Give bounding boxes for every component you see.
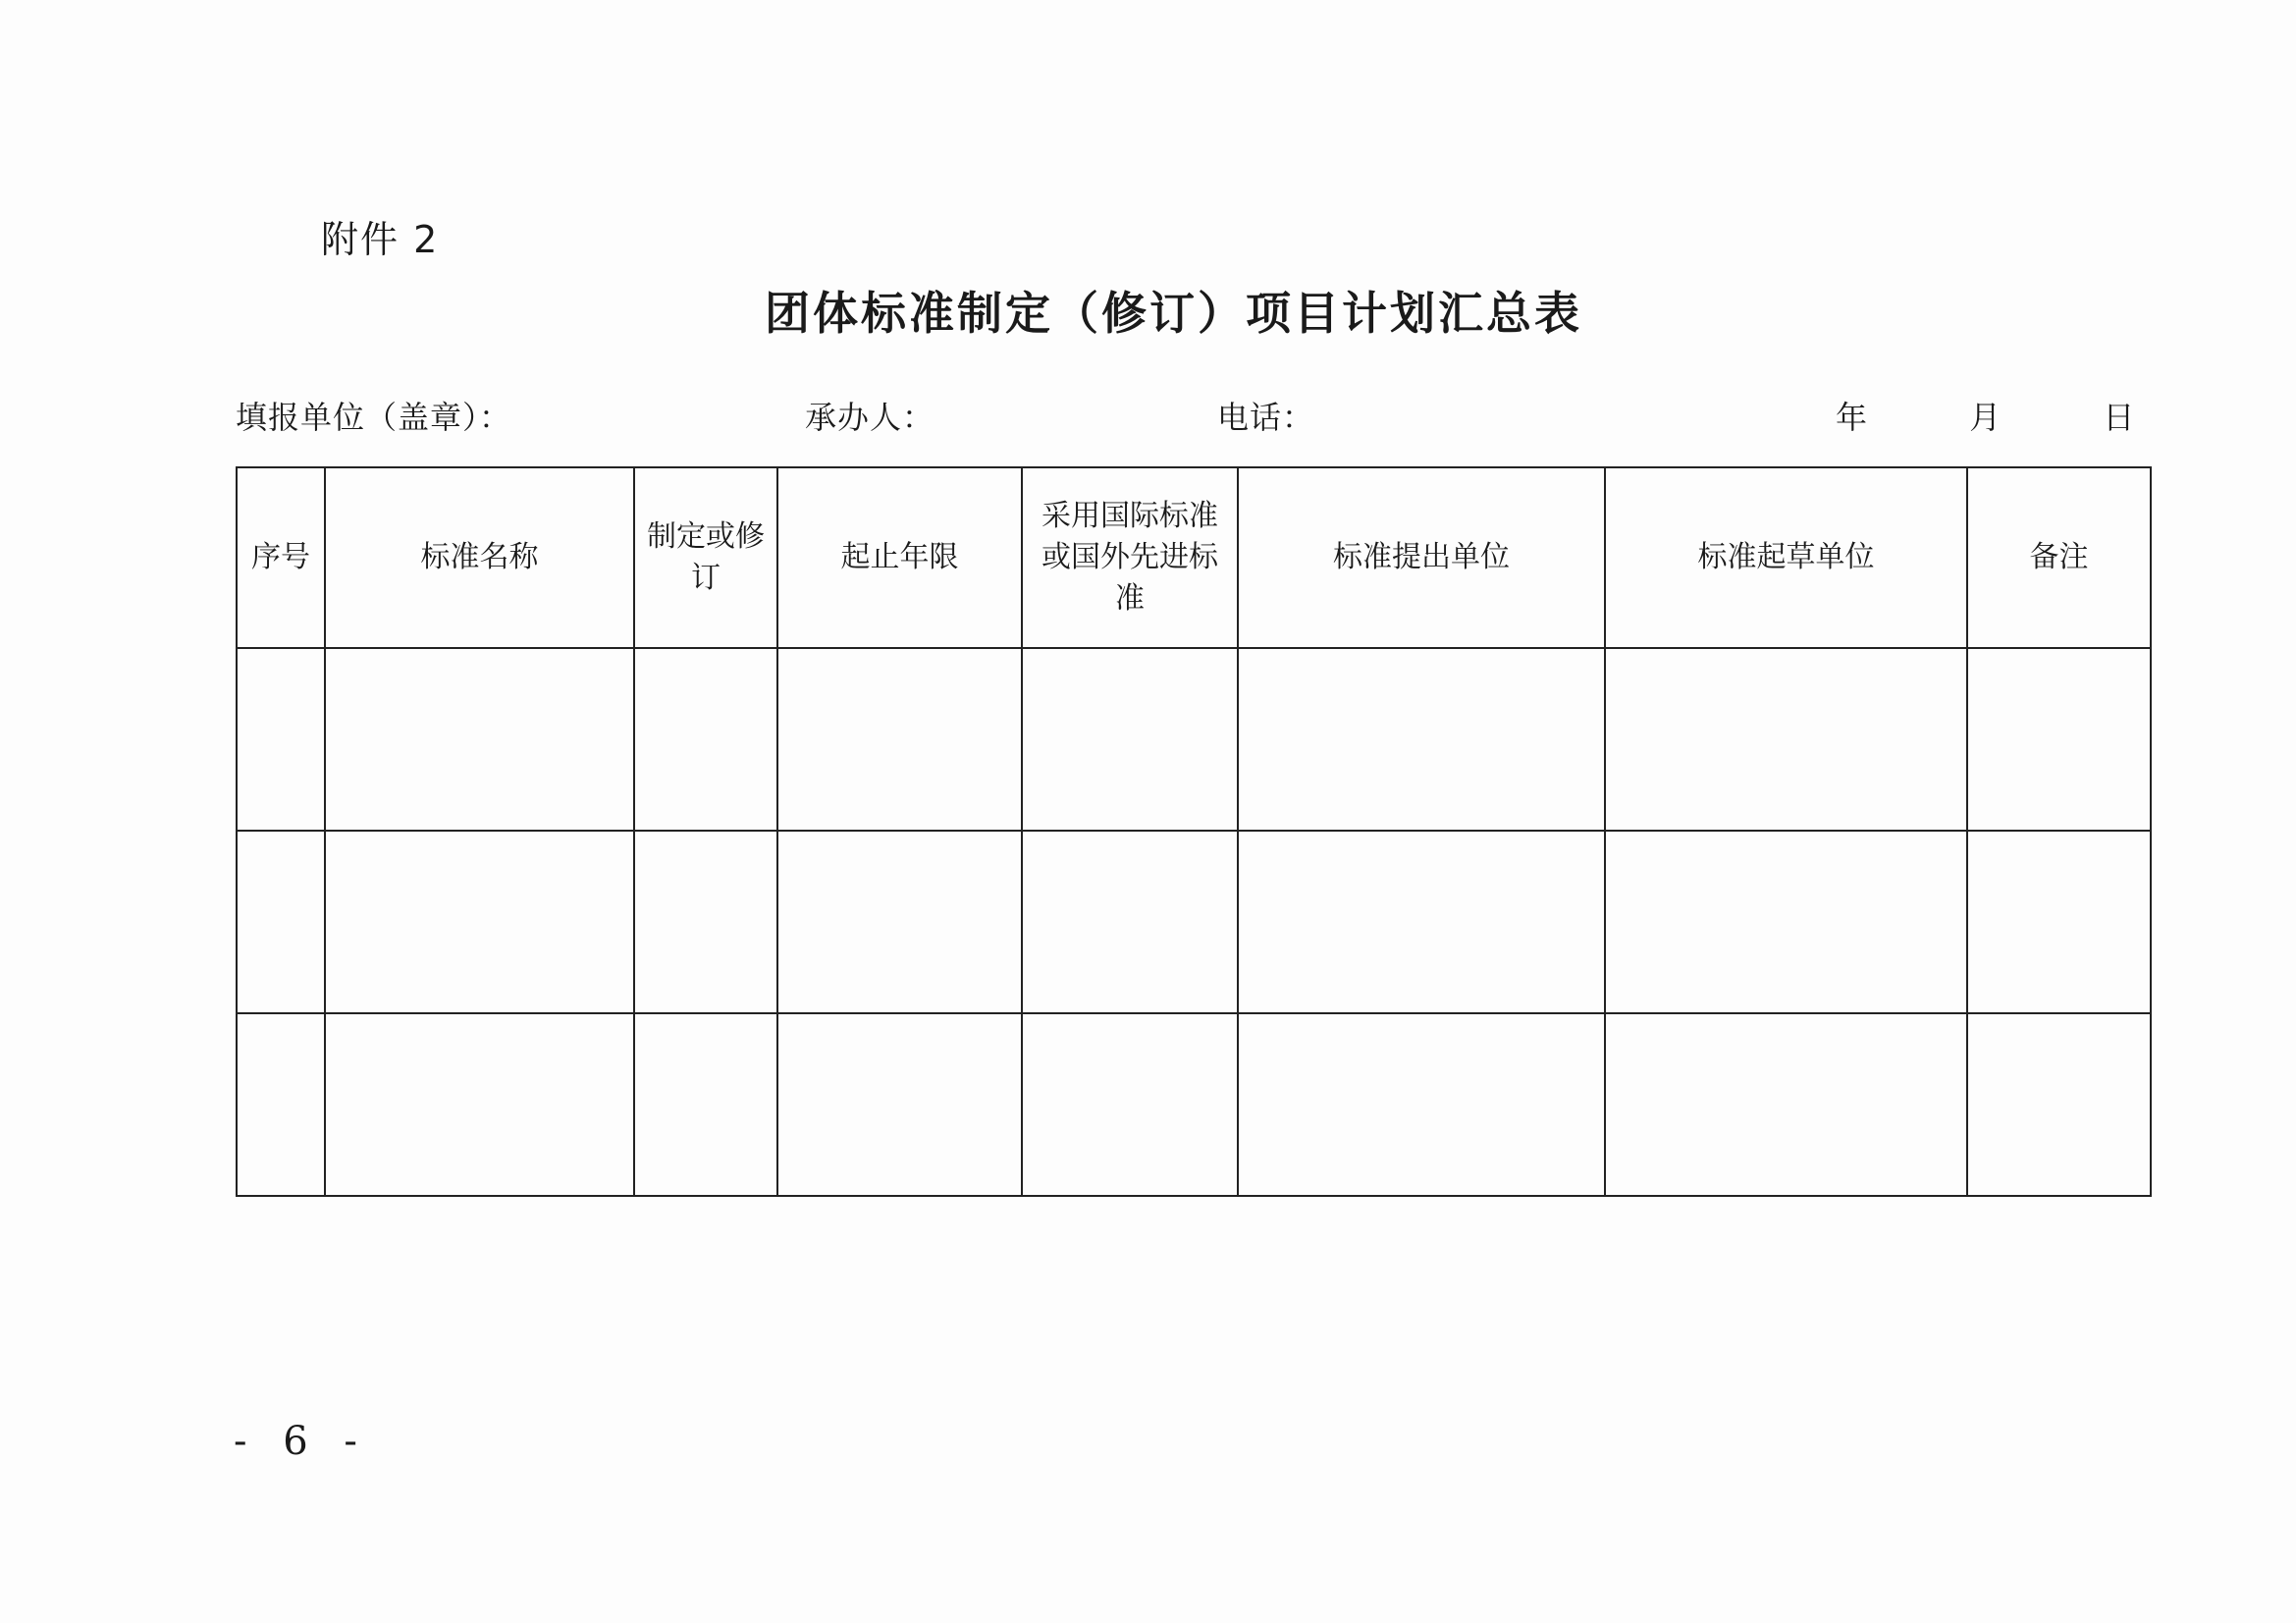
table-cell[interactable]: [237, 831, 325, 1013]
header-start-end-years: 起止年限: [777, 467, 1022, 648]
header-adopted-international-standard: 采用国际标准或国外先进标准: [1022, 467, 1238, 648]
header-remarks: 备注: [1967, 467, 2151, 648]
phone-label: 电话：: [1217, 399, 1315, 436]
table-cell[interactable]: [1022, 831, 1238, 1013]
table-cell[interactable]: [1967, 831, 2151, 1013]
table-cell[interactable]: [237, 648, 325, 831]
date-fields: [1836, 393, 2186, 438]
table-cell[interactable]: [634, 831, 777, 1013]
header-serial-number: 序号: [237, 467, 325, 648]
table-cell[interactable]: [325, 831, 634, 1013]
table-cell[interactable]: [634, 1013, 777, 1196]
table-row: [237, 648, 2151, 831]
table-row: [237, 1013, 2151, 1196]
project-plan-table: [236, 466, 2152, 1197]
header-drafting-unit: 标准起草单位: [1605, 467, 1967, 648]
table-cell[interactable]: [1022, 1013, 1238, 1196]
date-month-label: 月: [1969, 399, 2002, 436]
table-cell[interactable]: [777, 831, 1022, 1013]
table-cell[interactable]: [1967, 1013, 2151, 1196]
table-row: [237, 831, 2151, 1013]
table-cell[interactable]: [1238, 648, 1605, 831]
table-cell[interactable]: [1605, 1013, 1967, 1196]
table-cell[interactable]: [1022, 648, 1238, 831]
table-cell[interactable]: [325, 648, 634, 831]
table-cell[interactable]: [777, 648, 1022, 831]
attachment-label: 附件 2: [321, 218, 440, 261]
table-cell[interactable]: [634, 648, 777, 831]
date-year-label: 年: [1836, 399, 1869, 436]
page-title: 团体标准制定（修订）项目计划汇总表: [765, 287, 1582, 340]
page-number: - 6 -: [234, 1419, 369, 1464]
header-formulate-or-revise: 制定或修订: [634, 467, 777, 648]
table-cell[interactable]: [1238, 831, 1605, 1013]
table-header-row: [237, 467, 2151, 648]
table-cell[interactable]: [777, 1013, 1022, 1196]
table-cell[interactable]: [1605, 648, 1967, 831]
table-cell[interactable]: [1967, 648, 2151, 831]
handler-label: 承办人：: [805, 399, 935, 436]
date-day-label: 日: [2103, 399, 2136, 436]
header-proposing-unit: 标准提出单位: [1238, 467, 1605, 648]
table-cell[interactable]: [237, 1013, 325, 1196]
header-standard-name: 标准名称: [325, 467, 634, 648]
table-cell[interactable]: [1605, 831, 1967, 1013]
reporting-unit-label: 填报单位（盖章）：: [236, 399, 512, 436]
table-cell[interactable]: [1238, 1013, 1605, 1196]
table-cell[interactable]: [325, 1013, 634, 1196]
